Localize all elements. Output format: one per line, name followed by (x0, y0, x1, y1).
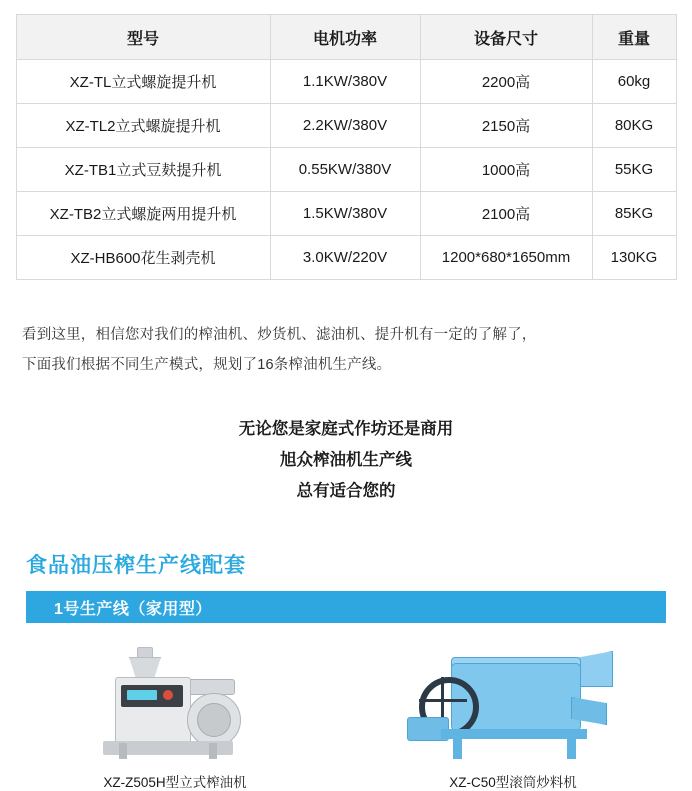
cell-size: 1200*680*1650mm (420, 236, 592, 280)
product-item-oil-press (50, 641, 300, 791)
table-body (16, 60, 676, 280)
product-caption: XZ-C50型滚筒炒料机 (449, 775, 577, 790)
drum-roaster-leg-right (567, 737, 576, 759)
section-title: 食品油压榨生产线配套 (26, 554, 246, 577)
intro-paragraph (22, 320, 670, 380)
cell-model: XZ-TB2立式螺旋两用提升机 (16, 192, 270, 236)
cell-size: 2200高 (420, 60, 592, 104)
product-caption: XZ-Z505H型立式榨油机 (103, 775, 247, 790)
oil-press-knob (163, 690, 173, 700)
cell-model: XZ-HB600花生剥壳机 (16, 236, 270, 280)
column-header-power: 电机功率 (270, 15, 420, 60)
oil-press-display (127, 690, 157, 700)
highlight-block (0, 414, 692, 507)
drum-roaster-frame (441, 729, 587, 739)
table-header-row (16, 15, 676, 60)
cell-weight: 130KG (592, 236, 676, 280)
subsection-bar (26, 591, 666, 623)
oil-press-machine-image (50, 641, 300, 763)
table-header (16, 15, 676, 60)
cell-power: 2.2KW/380V (270, 104, 420, 148)
table-row (16, 192, 676, 236)
cell-power: 1.5KW/380V (270, 192, 420, 236)
cell-size: 2150高 (420, 104, 592, 148)
drum-roaster-spoke-horizontal (419, 699, 467, 702)
oil-press-leg-left (119, 743, 127, 759)
product-item-drum-roaster (388, 641, 638, 791)
subsection-label: 1号生产线（家用型） (54, 600, 212, 618)
cell-weight: 60kg (592, 60, 676, 104)
specification-table (16, 14, 677, 280)
highlight-line-3: 总有适合您的 (296, 482, 396, 500)
oil-press-leg-right (209, 743, 217, 759)
cell-power: 0.55KW/380V (270, 148, 420, 192)
cell-weight: 80KG (592, 104, 676, 148)
cell-model: XZ-TL立式螺旋提升机 (16, 60, 270, 104)
cell-model: XZ-TL2立式螺旋提升机 (16, 104, 270, 148)
drum-roaster-illustration (395, 641, 631, 761)
table-row (16, 60, 676, 104)
production-line-section (0, 549, 692, 623)
column-header-model: 型号 (16, 15, 270, 60)
cell-power: 3.0KW/220V (270, 236, 420, 280)
table-row (16, 104, 676, 148)
cell-size: 1000高 (420, 148, 592, 192)
drum-roaster-leg-left (453, 737, 462, 759)
intro-paragraph-line-2: 下面我们根据不同生产模式，规划了16条榨油机生产线。 (22, 357, 392, 373)
drum-roaster-machine-image (388, 641, 638, 763)
table-row (16, 236, 676, 280)
oil-press-hopper (129, 657, 161, 679)
highlight-line-2: 旭众榨油机生产线 (280, 451, 412, 469)
highlight-line-1: 无论您是家庭式作坊还是商用 (238, 420, 454, 438)
cell-power: 1.1KW/380V (270, 60, 420, 104)
oil-press-filter-inner (197, 703, 231, 737)
cell-model: XZ-TB1立式豆麸提升机 (16, 148, 270, 192)
cell-size: 2100高 (420, 192, 592, 236)
cell-weight: 55KG (592, 148, 676, 192)
product-gallery (0, 641, 692, 791)
cell-weight: 85KG (592, 192, 676, 236)
column-header-size: 设备尺寸 (420, 15, 592, 60)
intro-paragraph-line-1: 看到这里，相信您对我们的榨油机、炒货机、滤油机、提升机有一定的了解了， (22, 327, 537, 343)
column-header-weight: 重量 (592, 15, 676, 60)
oil-press-illustration (75, 641, 275, 761)
table-row (16, 148, 676, 192)
page-root (0, 14, 692, 790)
